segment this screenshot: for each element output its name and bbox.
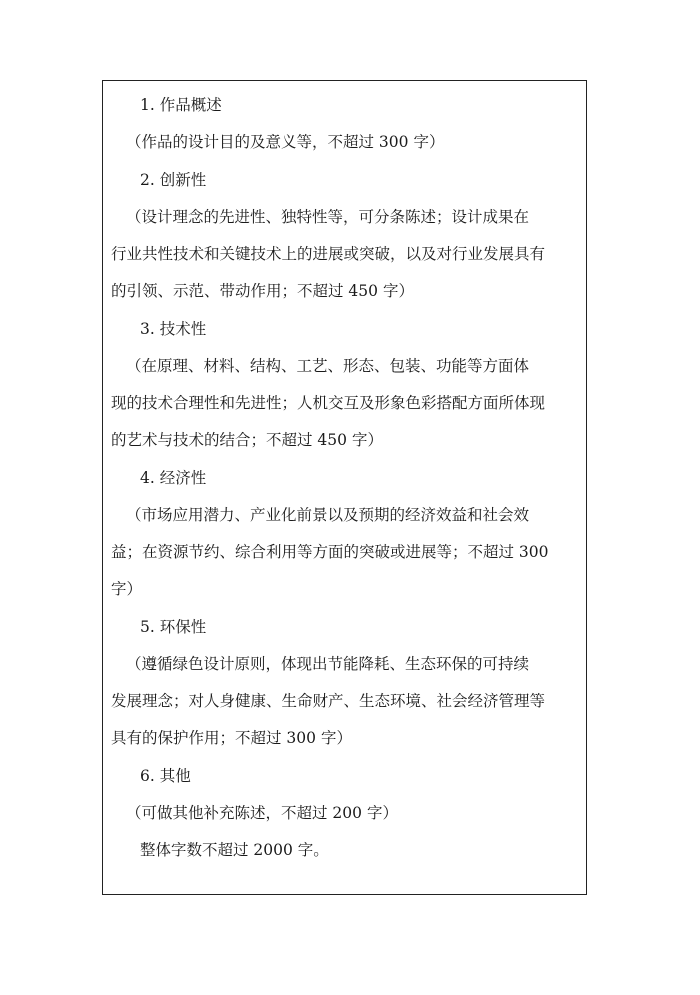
- section-1-line-1: （作品的设计目的及意义等，不超过 300 字）: [126, 133, 445, 151]
- word-count-summary: 整体字数不超过 2000 字。: [140, 841, 329, 859]
- section-3-line-1: （在原理、材料、结构、工艺、形态、包装、功能等方面体: [126, 357, 530, 375]
- section-heading-5: 5. 环保性: [140, 618, 207, 636]
- section-5-line-3: 具有的保护作用；不超过 300 字）: [111, 729, 352, 747]
- document-frame: [102, 80, 587, 895]
- section-5-line-2: 发展理念；对人身健康、生命财产、生态环境、社会经济管理等: [111, 692, 546, 710]
- section-2-line-1: （设计理念的先进性、独特性等，可分条陈述；设计成果在: [126, 208, 530, 226]
- section-heading-3: 3. 技术性: [140, 320, 207, 338]
- section-4-line-2: 益；在资源节约、综合利用等方面的突破或进展等；不超过 300: [111, 543, 549, 561]
- section-3-line-2: 现的技术合理性和先进性；人机交互及形象色彩搭配方面所体现: [111, 394, 546, 412]
- section-4-line-3: 字）: [111, 580, 143, 598]
- section-2-line-2: 行业共性技术和关键技术上的进展或突破，以及对行业发展具有: [111, 245, 546, 263]
- section-heading-4: 4. 经济性: [140, 469, 207, 487]
- section-4-line-1: （市场应用潜力、产业化前景以及预期的经济效益和社会效: [126, 506, 530, 524]
- section-2-line-3: 的引领、示范、带动作用；不超过 450 字）: [111, 282, 414, 300]
- section-5-line-1: （遵循绿色设计原则，体现出节能降耗、生态环保的可持续: [126, 655, 530, 673]
- section-heading-6: 6. 其他: [140, 767, 191, 785]
- section-heading-1: 1. 作品概述: [140, 96, 222, 114]
- section-heading-2: 2. 创新性: [140, 171, 207, 189]
- section-3-line-3: 的艺术与技术的结合；不超过 450 字）: [111, 431, 383, 449]
- section-6-line-1: （可做其他补充陈述，不超过 200 字）: [126, 804, 398, 822]
